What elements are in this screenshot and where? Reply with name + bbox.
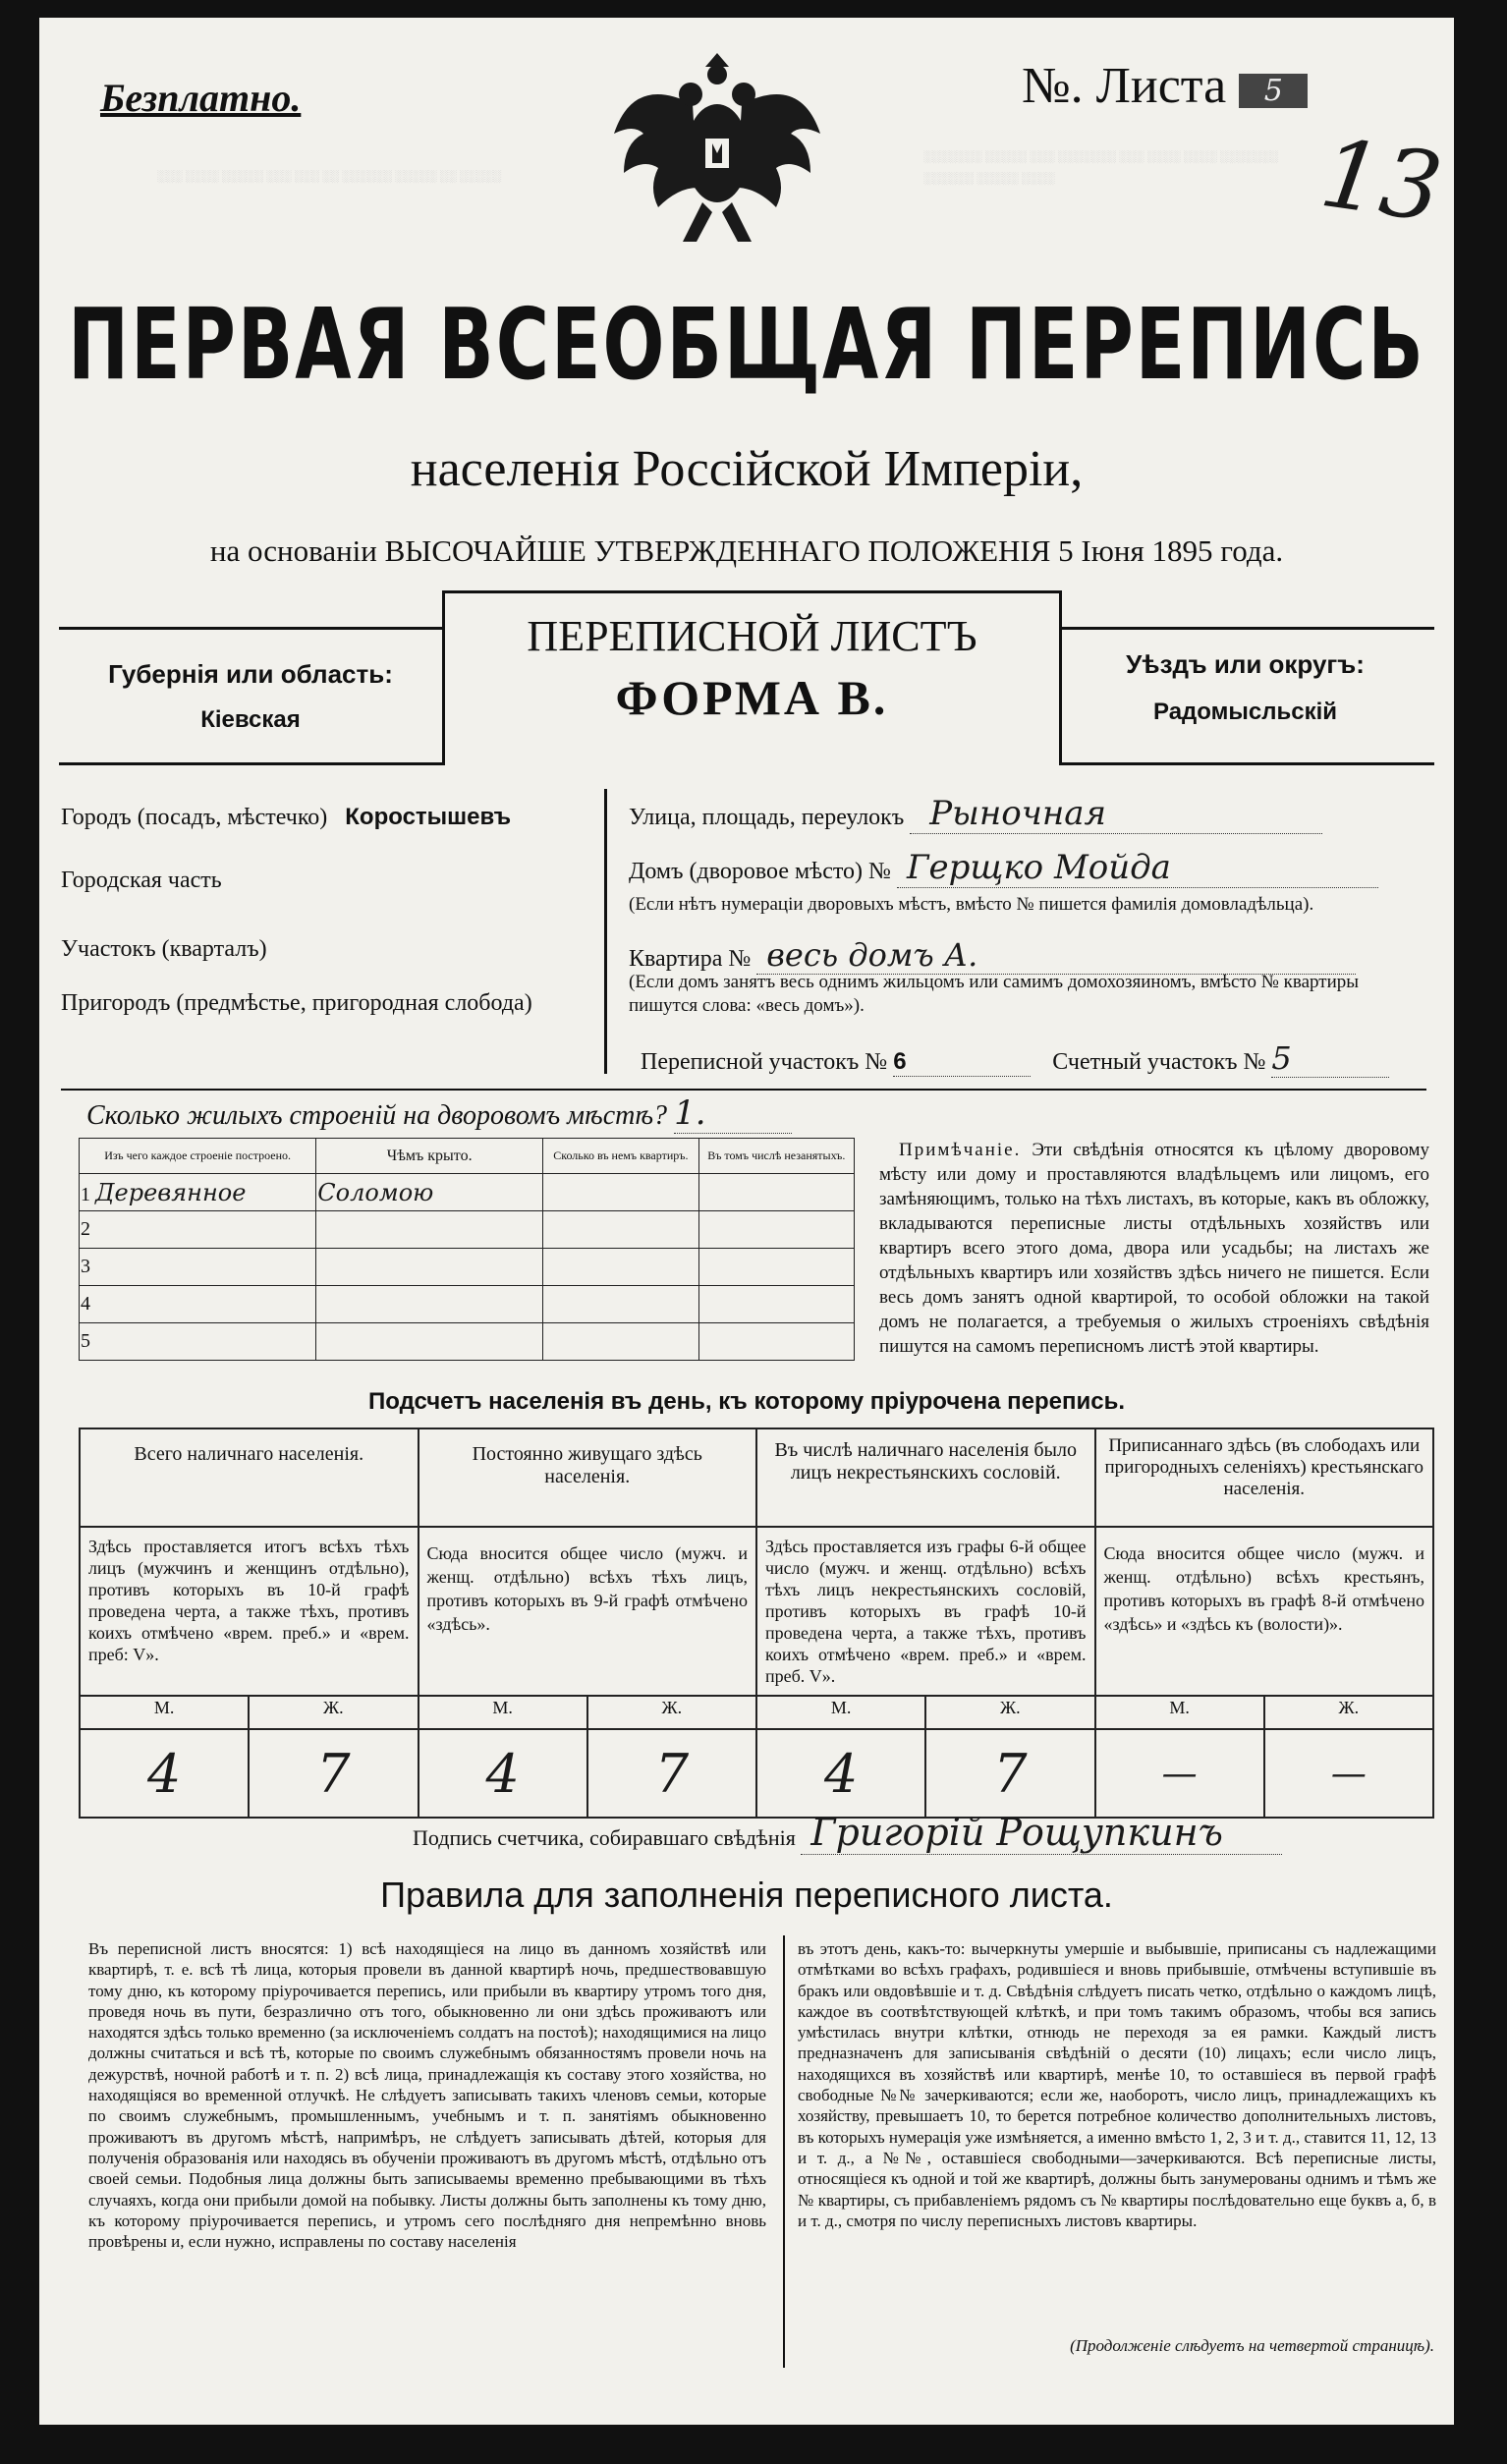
street-label: Улица, площадь, переулокъ: [629, 805, 905, 830]
free-label: Безплатно.: [100, 76, 302, 120]
form-title-box: [442, 590, 1062, 765]
buildings-col-apartments: Сколько въ немъ квартиръ.: [543, 1139, 698, 1174]
county-label: Уѣздъ или округъ:: [1126, 649, 1365, 679]
row-empty: [698, 1286, 854, 1323]
apartment-note: (Если домъ занятъ весь однимъ жильцомъ или самимъ домохозяиномъ, вмѣсто № квартиры пишутся слова: «весь домъ»).: [629, 972, 1360, 1016]
bleed-through-right: ░░░░░░░ ░░░░░ ░░░ ░░░░░░░ ░░░ ░░░░ ░░░░ ░░░░░░░ ░░░░░░ ░░░░░ ░░░░: [923, 149, 1279, 185]
peasant-male-value: —: [1095, 1729, 1264, 1818]
buildings-col-material: Изъ чего каждое строеніе построено.: [80, 1139, 316, 1174]
buildings-col-empty: Въ томъ числѣ незанятыхъ.: [698, 1139, 854, 1174]
sheet-label-text: №. Листа: [1022, 58, 1227, 114]
female-label: Ж.: [249, 1696, 418, 1729]
form-letter: ФОРМА В.: [615, 670, 889, 725]
row-apartments: [543, 1174, 698, 1211]
house-value: Герщко Мойда: [897, 848, 1378, 888]
note-heading: Примѣчаніе.: [899, 1140, 1022, 1160]
total-female-value: 7: [249, 1729, 418, 1818]
row-material: [80, 1249, 316, 1286]
province-value: Кіевская: [200, 706, 301, 733]
page-subtitle: населенія Россійской Имперіи,: [410, 441, 1084, 497]
population-col-total-desc: Здѣсь проставляется итогъ всѣхъ тѣхъ лицъ (мужчинъ и женщинъ отдѣльно), противъ которыхъ въ 10-й графѣ проведена черта, а также тѣхъ, противъ коихъ отмѣчено «врем. преб.» и «врем. преб: V».: [80, 1527, 419, 1696]
row-roof: [316, 1249, 543, 1286]
buildings-question: Сколько жилыхъ строеній на дворовомъ мѣстѣ?: [86, 1100, 668, 1131]
census-sheet: [39, 18, 1454, 2425]
house-row: [629, 848, 1434, 888]
city-label: Городъ (посадъ, мѣстечко): [61, 805, 328, 830]
male-label: М.: [1095, 1696, 1264, 1729]
census-district-value: 6: [893, 1048, 1031, 1077]
female-label: Ж.: [587, 1696, 756, 1729]
row-apartments: [543, 1249, 698, 1286]
row-material-value: Деревянное: [95, 1178, 247, 1206]
signature-row: [413, 1811, 1395, 1855]
male-label: М.: [419, 1696, 587, 1729]
page-title: ПЕРВАЯ ВСЕОБЩАЯ ПЕРЕПИСЬ: [68, 287, 1425, 403]
male-label: М.: [756, 1696, 925, 1729]
suburb-label: Пригородъ (предмѣстье, пригородная слобода): [61, 990, 532, 1016]
buildings-note: [879, 1138, 1429, 1359]
population-table: [79, 1428, 1434, 1819]
population-col-nonpeasant-desc: Здѣсь проставляется изъ графы 6-й общее число (мужч. и женщ. отдѣльно) всѣхъ тѣхъ лицъ некрестьянскихъ сословій, противъ которыхъ въ графѣ 10-й проведена черта, а также тѣхъ, противъ коихъ отмѣчено «врем. преб.» и «врем. преб. V».: [756, 1527, 1095, 1696]
count-district-value: 5: [1271, 1039, 1389, 1078]
table-row: [80, 1286, 855, 1323]
row-apartments: [543, 1286, 698, 1323]
row-material: [80, 1174, 316, 1211]
note-text: Эти свѣдѣнія относятся къ цѣлому дворовому мѣсту или дому и проставляются владѣльцемъ или лицомъ, его замѣняющимъ, только на тѣхъ листахъ, въ которые, какъ въ обложку, вкладываются переписные листы отдѣльныхъ хозяйствъ или квартиръ всего этого дома, двора или усадьбы; на листахъ же отдѣльныхъ квартиръ или хозяйствъ здѣсь ничего не пишется. Если весь домъ занятъ одной квартирой, то особой обложки на такой домъ не полагается, а требуемыя о жилыхъ строеніяхъ свѣдѣнія пишутся на самомъ переписномъ листѣ этой квартиры.: [879, 1140, 1429, 1357]
row-roof: [316, 1211, 543, 1249]
row-empty: [698, 1211, 854, 1249]
population-heading: Подсчетъ населенія въ день, къ которому пріурочена перепись.: [368, 1388, 1125, 1415]
row-roof: [316, 1323, 543, 1361]
bleed-through-left: ░░░ ░░░░ ░░░░░ ░░░ ░░░ ░░ ░░░░░░ ░░░░░ ░░ ░░░░░: [157, 169, 502, 183]
basis-line: на основаніи ВЫСОЧАЙШЕ УТВЕРЖДЕННАГО ПОЛОЖЕНІЯ 5 Іюня 1895 года.: [209, 533, 1284, 568]
rules-divider: [783, 1935, 785, 2368]
male-label: М.: [80, 1696, 249, 1729]
apartment-label: Квартира №: [629, 946, 752, 972]
census-district-label: Переписной участокъ №: [641, 1049, 888, 1075]
corner-number: 13: [1313, 118, 1449, 244]
table-row: [80, 1174, 855, 1211]
population-col-total-title: Всего наличнаго населенія.: [80, 1428, 419, 1527]
buildings-header-row: [80, 1139, 855, 1174]
table-row: [80, 1249, 855, 1286]
row-apartments: [543, 1211, 698, 1249]
table-row: [80, 1211, 855, 1249]
street-value: Рыночная: [910, 794, 1322, 834]
rules-left-column: Въ переписной листъ вносятся: 1) всѣ находящіеся на лицо въ данномъ хозяйствѣ или квартирѣ, т. е. всѣ тѣ лица, которыя провели въ данной квартирѣ ночь, предшествовавшую тому дню, къ которому пріурочивается перепись, или прибыли въ квартиру утромъ того дня, проведя ночь въ пути, безразлично отъ того, обыкновенно ли они здѣсь проживаютъ или находятся здѣсь только временно (за исключеніемъ солдатъ на постоѣ); находящимися на лицо должны считаться и всѣ тѣ, которые по своимъ служебнымъ обязанностямъ провели ночь на дежурствѣ, ночной работѣ и т. п. 2) всѣ лица, принадлежащія къ составу этого хозяйства, но находящіяся во временной отлучкѣ. Не слѣдуетъ записывать такихъ членовъ семьи, которые по своимъ служебнымъ, промышленнымъ, учебнымъ и т. п. занятіямъ обыкновенно проживаютъ въ другомъ мѣстѣ, напримѣръ, не слѣдуетъ записывать дѣтей, которыя для полученія образованія или находясь въ обученіи проживаютъ въ другомъ мѣстѣ, отдѣльно отъ своей семьи. Подобныя лица должны быть записываемы временно пребывающими въ тѣхъ случаяхъ, когда они прибыли домой на побывку. Листы должны быть заполнены къ тому дню, къ которому пріурочивается перепись, и утромъ сего послѣдняго дня непремѣнно вновь провѣрены и, если нужно, исправлены по составу населенія: [88, 1939, 766, 2252]
nonpeasant-female-value: 7: [925, 1729, 1094, 1818]
apartment-value: весь домъ А.: [756, 936, 1356, 975]
nonpeasant-male-value: 4: [756, 1729, 925, 1818]
row-number: 3: [81, 1256, 90, 1277]
table-row: [80, 1323, 855, 1361]
permanent-female-value: 7: [587, 1729, 756, 1818]
population-values-row: [80, 1729, 1433, 1818]
province-label: Губернія или область:: [108, 659, 393, 689]
row-empty: [698, 1249, 854, 1286]
row-material: [80, 1211, 316, 1249]
population-title-row: [80, 1428, 1433, 1527]
row-number: 4: [81, 1293, 90, 1315]
row-material: [80, 1323, 316, 1361]
female-label: Ж.: [1264, 1696, 1433, 1729]
count-district-label: Счетный участокъ №: [1052, 1049, 1266, 1075]
sheet-number-label: [1022, 57, 1308, 115]
row-number: 2: [81, 1218, 90, 1240]
house-label: Домъ (дворовое мѣсто) №: [629, 859, 891, 884]
form-title: ПЕРЕПИСНОЙ ЛИСТЪ: [527, 612, 977, 660]
population-col-nonpeasant-title: Въ числѣ наличнаго населенія было лицъ некрестьянскихъ сословій.: [756, 1428, 1095, 1527]
county-value: Радомысльскій: [1153, 699, 1337, 725]
sheet-number-value: 5: [1239, 74, 1308, 108]
row-roof: Соломою: [316, 1174, 543, 1211]
rules-right-column: въ этотъ день, какъ-то: вычеркнуты умершіе и выбывшіе, приписаны съ надлежащими отмѣтками во всѣхъ графахъ, родившіеся и вновь прибывшіе, отмѣчены вступившіе въ бракъ или овдовѣвшіе и т. д. Свѣдѣнія слѣдуетъ писать четко, отдѣльно о каждомъ лицѣ, каждое въ соотвѣтствующей клѣткѣ, и при томъ такимъ образомъ, чтобы вся запись умѣстилась внутри клѣтки, отнюдь не переходя за ея рамки. Каждый листъ предназначенъ для записыванія свѣдѣній о десяти (10) лицахъ; если число лицъ, находящихся въ хозяйствѣ или квартирѣ, менѣе 10, то оставшіеся въ первой графѣ свободные №№ зачеркиваются; если же, наоборотъ, число лицъ, принадлежащихъ къ хозяйству, превышаетъ 10, то берется потребное количество дополнительныхъ листовъ, въ которыхъ нумерація уже измѣняется, а именно вмѣсто 1, 2, 3 и т. д., ставится 11, 12, 13 и т. д., а №№, оставшіеся свободными—зачеркиваются. Всѣ переписные листы, относящіеся къ одной и той же квартирѣ, должны быть занумерованы однимъ и тѣмъ же № квартиры, съ прибавленіемъ рядомъ съ № квартиры послѣдовательно еще буквъ а, б, в и т. д., смотря по числу переписныхъ листовъ квартиры.: [798, 1939, 1436, 2230]
population-col-peasant-title: Приписаннаго здѣсь (въ слободахъ или пригородныхъ селеніяхъ) крестьянскаго населенія.: [1095, 1428, 1434, 1527]
buildings-table: [79, 1138, 855, 1361]
apartment-row: [629, 936, 1434, 975]
rules-heading: Правила для заполненія переписного листа.: [380, 1875, 1113, 1915]
buildings-col-roof: Чѣмъ крыто.: [316, 1139, 543, 1174]
city-district-label: Городская часть: [61, 868, 222, 893]
street-row: [629, 794, 1415, 834]
address-divider: [604, 789, 607, 1074]
female-label: Ж.: [925, 1696, 1094, 1729]
total-male-value: 4: [80, 1729, 249, 1818]
house-note: (Если нѣтъ нумераціи дворовыхъ мѣстъ, вмѣсто № пишется фамилія домовладѣльца).: [629, 894, 1314, 915]
population-col-permanent-desc: Сюда вносится общее число (мужч. и женщ. отдѣльно) всѣхъ тѣхъ лицъ, противъ которыхъ въ 9-й графѣ отмѣчено «здѣсь».: [419, 1527, 757, 1696]
buildings-answer: 1.: [674, 1093, 792, 1134]
district-row: [641, 1039, 1426, 1078]
form-header-box: [59, 612, 1434, 765]
rules-continuation: (Продолженіе слѣдуетъ на четвертой страницѣ).: [1070, 2336, 1434, 2355]
row-roof: [316, 1286, 543, 1323]
row-material: [80, 1286, 316, 1323]
signature-value: Григорій Рощупкинъ: [801, 1811, 1282, 1855]
population-col-permanent-title: Постоянно живущаго здѣсь населенія.: [419, 1428, 757, 1527]
row-number: 5: [81, 1330, 90, 1352]
peasant-female-value: —: [1264, 1729, 1433, 1818]
permanent-male-value: 4: [419, 1729, 587, 1818]
buildings-rule: [61, 1089, 1426, 1091]
population-sex-row: [80, 1696, 1433, 1729]
imperial-eagle-emblem: [604, 45, 830, 261]
row-apartments: [543, 1323, 698, 1361]
quarter-label: Участокъ (кварталъ): [61, 936, 267, 962]
city-value: Коростышевъ: [345, 804, 512, 830]
signature-label: Подпись счетчика, собиравшаго свѣдѣнія: [413, 1825, 796, 1850]
population-desc-row: [80, 1527, 1433, 1696]
row-empty: [698, 1174, 854, 1211]
row-number: 1: [81, 1183, 90, 1205]
population-col-peasant-desc: Сюда вносится общее число (мужч. и женщ. отдѣльно) всѣхъ крестьянъ, противъ которыхъ въ графѣ 8-й отмѣчено «здѣсь» и «здѣсь къ (волости)».: [1095, 1527, 1434, 1696]
row-empty: [698, 1323, 854, 1361]
city-row: [61, 804, 511, 831]
buildings-question-row: [86, 1093, 792, 1134]
